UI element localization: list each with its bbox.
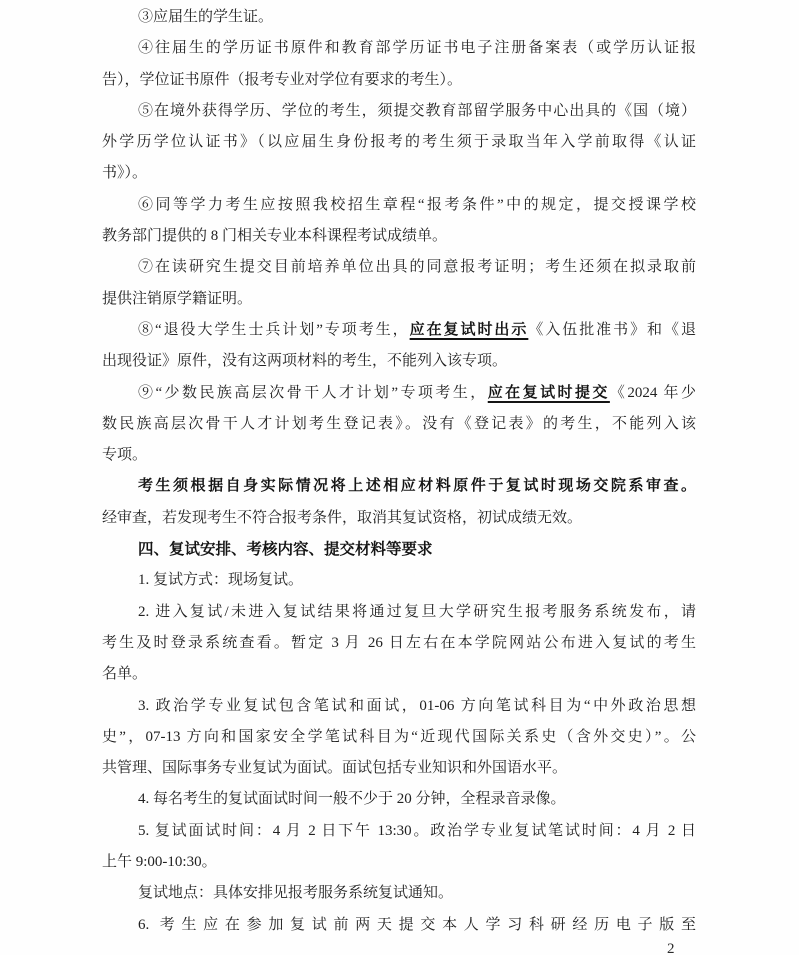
text-line — [102, 252, 696, 283]
text-line — [102, 190, 696, 221]
text-line — [102, 565, 696, 596]
emphasis-underlined-text: 应在复试时出示 — [409, 321, 529, 338]
text-line — [102, 284, 696, 315]
emphasis-underlined-text: 应在复试时提交 — [487, 384, 610, 401]
text-line — [102, 471, 696, 502]
text-line — [102, 409, 696, 440]
text-segment: 数民族高层次骨干人才计划考生登记表》。没有《登记表》的考生，不能列入该 — [102, 415, 696, 432]
text-segment: ⑦在读研究生提交目前培养单位出具的同意报考证明；考生还须在拟录取前 — [138, 259, 696, 276]
text-segment: 专项。 — [102, 447, 148, 464]
text-segment: 4. 每名考生的复试面试时间一般不少于 20 分钟，全程录音录像。 — [138, 791, 566, 808]
text-line — [102, 65, 696, 96]
text-line — [102, 784, 696, 815]
text-segment: 6. 考生应在参加复试前两天提交本人学习科研经历电子版至 — [138, 916, 696, 933]
text-line — [102, 503, 696, 534]
text-line — [102, 722, 696, 753]
text-segment: 《入伍批准书》和《退 — [528, 321, 696, 338]
text-line — [102, 346, 696, 377]
text-segment: 书》）。 — [102, 165, 148, 182]
text-segment: 1. 复试方式：现场复试。 — [138, 572, 304, 589]
text-line — [102, 628, 696, 659]
document-body — [102, 2, 696, 941]
text-line — [102, 659, 696, 690]
text-line — [102, 2, 696, 33]
text-segment: 四、复试安排、考核内容、提交材料等要求 — [138, 541, 433, 559]
text-line — [102, 878, 696, 909]
text-segment: 考生及时登录系统查看。暂定 3 月 26 日左右在本学院网站公布进入复试的考生 — [102, 634, 696, 651]
text-segment: ⑤在境外获得学历、学位的考生，须提交教育部留学服务中心出具的《国（境） — [138, 102, 696, 119]
text-segment: 上午 9:00-10:30。 — [102, 854, 217, 871]
text-segment: ④往届生的学历证书原件和教育部学历证书电子注册备案表（或学历认证报 — [138, 40, 696, 57]
text-segment: 外学历学位认证书》（以应届生身份报考的考生须于录取当年入学前取得《认证 — [102, 134, 696, 151]
text-line — [102, 597, 696, 628]
text-line — [102, 753, 696, 784]
text-segment: 《2024 年少 — [609, 384, 696, 401]
text-segment: 史”，07-13 方向和国家安全学笔试科目为“近现代国际关系史（含外交史）”。公 — [102, 728, 696, 745]
text-line — [102, 315, 696, 346]
text-line — [102, 96, 696, 127]
text-segment: 教务部门提供的 8 门相关专业本科课程考试成绩单。 — [102, 228, 448, 245]
text-line — [102, 378, 696, 409]
text-segment: 告），学位证书原件（报考专业对学位有要求的考生）。 — [102, 71, 463, 88]
text-line — [102, 691, 696, 722]
text-segment: 共管理、国际事务专业复试为面试。面试包括专业知识和外国语水平。 — [102, 760, 568, 777]
text-segment: 名单。 — [102, 666, 148, 683]
text-segment: 5. 复试面试时间：4 月 2 日下午 13:30。政治学专业复试笔试时间：4 月 2 日 — [138, 822, 696, 839]
text-segment: ⑧“退役大学生士兵计划”专项考生， — [138, 321, 410, 338]
text-segment: 提供注销原学籍证明。 — [102, 290, 253, 307]
text-segment: ⑥同等学力考生应按照我校招生章程“报考条件”中的规定，提交授课学校 — [138, 196, 696, 213]
section-heading — [102, 534, 696, 565]
text-segment: ⑨“少数民族高层次骨干人才计划”专项考生， — [138, 384, 488, 401]
page-number: 2 — [667, 941, 675, 955]
text-line — [102, 816, 696, 847]
text-line — [102, 221, 696, 252]
text-segment: 经审查，若发现考生不符合报考条件，取消其复试资格，初试成绩无效。 — [102, 509, 583, 526]
text-segment: 2. 进入复试/未进入复试结果将通过复旦大学研究生报考服务系统发布，请 — [138, 603, 696, 620]
text-line — [102, 158, 696, 189]
text-segment: ③应届生的学生证。 — [138, 9, 274, 25]
text-segment: 复试地点：具体安排见报考服务系统复试通知。 — [138, 885, 454, 902]
text-line — [102, 127, 696, 158]
text-segment: 出现役证》原件，没有这两项材料的考生，不能列入该专项。 — [102, 353, 508, 370]
text-line — [102, 33, 696, 64]
text-line — [102, 847, 696, 878]
text-segment: 考生须根据自身实际情况将上述相应材料原件于复试时现场交院系审查。 — [138, 478, 696, 495]
text-line — [102, 910, 696, 941]
text-line — [102, 440, 696, 471]
text-segment: 3. 政治学专业复试包含笔试和面试，01-06 方向笔试科目为“中外政治思想 — [138, 697, 696, 714]
